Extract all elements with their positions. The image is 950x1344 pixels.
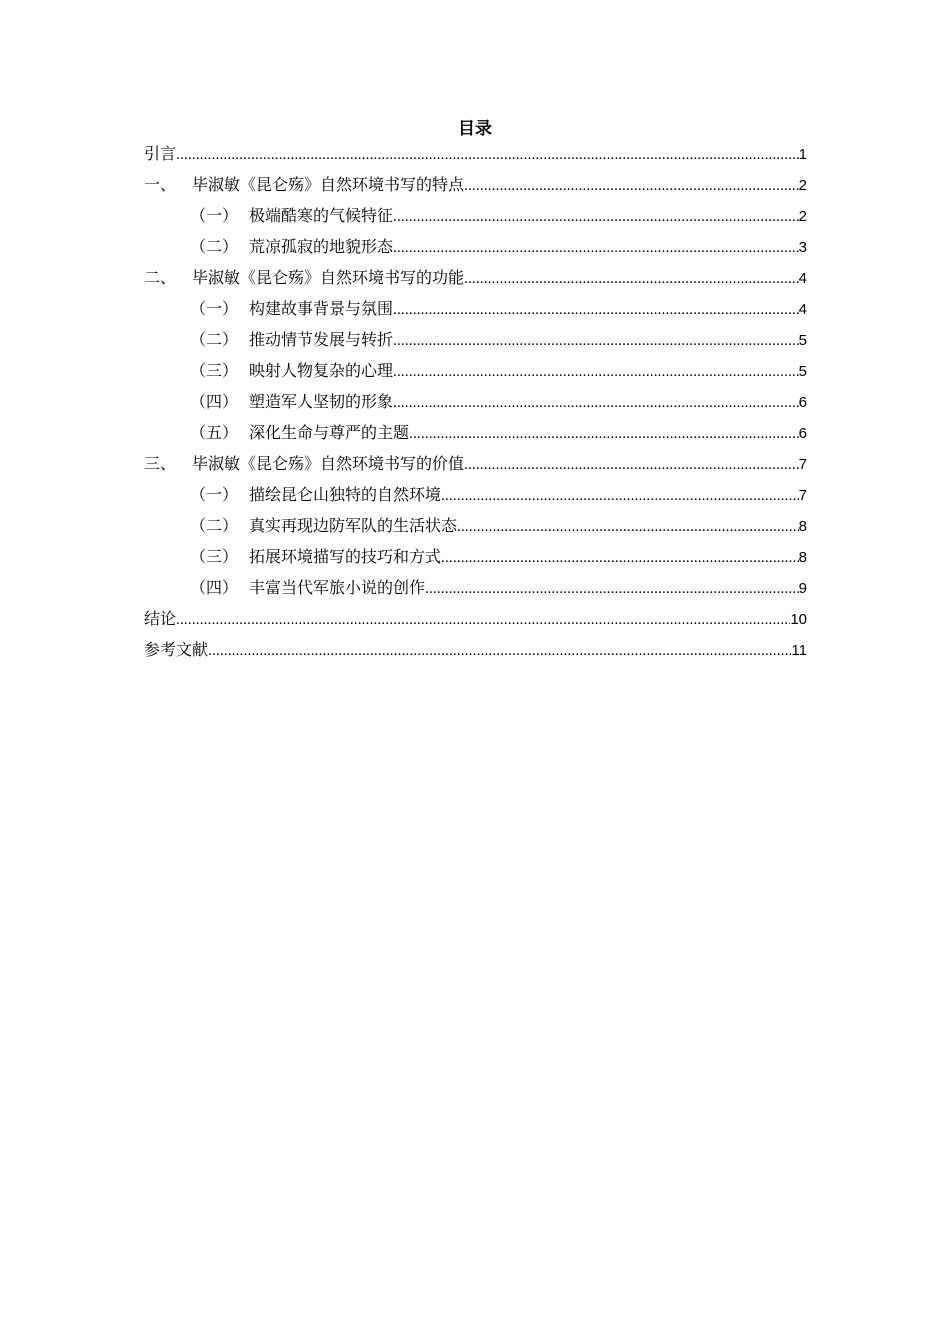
toc-entry-number: （二） [190,237,239,256]
toc-entry-label: 塑造军人坚韧的形象 [249,392,394,411]
dot-leader [393,296,799,324]
dot-leader [441,544,799,572]
dot-leader [393,358,799,386]
toc-entry-number: （三） [190,361,239,380]
toc-entry[interactable] [144,636,807,667]
dot-leader [425,575,799,603]
dot-leader [393,389,799,417]
dot-leader [176,141,799,169]
toc-entry[interactable] [144,512,807,543]
toc-entry-number: （四） [190,392,239,411]
toc-entry[interactable] [144,450,807,481]
dot-leader [464,451,799,479]
toc-entry-label: 映射人物复杂的心理 [249,361,394,380]
toc-entry[interactable] [144,171,807,202]
toc-page-number: 1 [798,146,807,163]
toc-page-number: 2 [798,177,807,194]
toc-entry[interactable] [144,233,807,264]
toc-entry-label: 参考文献 [144,640,209,659]
toc-entry-label: 描绘昆仑山独特的自然环境 [249,485,442,504]
toc-page-number: 8 [798,549,807,566]
toc-page-number: 7 [798,456,807,473]
toc-entry[interactable] [144,357,807,388]
toc-entry-number: （一） [190,485,239,504]
toc-entry[interactable] [144,326,807,357]
toc-page-number: 4 [798,270,807,287]
toc-page-number: 2 [798,208,807,225]
toc-entry-number: 一、 [144,175,177,194]
toc-entry-number: （一） [190,206,239,225]
toc-entry[interactable] [144,295,807,326]
dot-leader [457,513,799,541]
toc-page-number: 6 [798,425,807,442]
dot-leader [464,265,799,293]
toc-entry-label: 极端酷寒的气候特征 [249,206,394,225]
toc-entry-number: （一） [190,299,239,318]
toc-entry-label: 构建故事背景与氛围 [249,299,394,318]
toc-page-number: 5 [798,363,807,380]
toc-page-number: 6 [798,394,807,411]
toc-title: 目录 [458,119,492,139]
toc-entry-label: 丰富当代军旅小说的创作 [249,578,426,597]
toc-entry-label: 深化生命与尊严的主题 [249,423,410,442]
toc-page-number: 8 [798,518,807,535]
toc-entry-label: 真实再现边防军队的生活状态 [249,516,458,535]
toc-entry-number: 二、 [144,268,177,287]
dot-leader [393,234,799,262]
dot-leader [464,172,799,200]
toc-entry-label: 推动情节发展与转折 [249,330,394,349]
toc-page-number: 10 [790,611,807,628]
dot-leader [208,637,791,665]
toc-entry-number: （二） [190,330,239,349]
toc-entry-label: 毕淑敏《昆仑殇》自然环境书写的功能 [192,268,465,287]
table-of-contents [144,140,807,667]
toc-page-number: 7 [798,487,807,504]
dot-leader [409,420,799,448]
toc-entry-label: 结论 [144,609,177,628]
toc-entry-number: （五） [190,423,239,442]
toc-entry-number: 三、 [144,454,177,473]
toc-entry-label: 引言 [144,144,177,163]
dot-leader [441,482,799,510]
toc-page-number: 9 [798,580,807,597]
toc-entry[interactable] [144,574,807,605]
toc-entry-label: 荒凉孤寂的地貌形态 [249,237,394,256]
toc-entry[interactable] [144,264,807,295]
toc-entry-number: （二） [190,516,239,535]
toc-entry[interactable] [144,140,807,171]
toc-entry[interactable] [144,388,807,419]
dot-leader [393,203,799,231]
toc-entry-number: （四） [190,578,239,597]
toc-entry[interactable] [144,481,807,512]
toc-entry[interactable] [144,543,807,574]
toc-page-number: 5 [798,332,807,349]
toc-page-number: 11 [791,642,807,659]
toc-entry[interactable] [144,419,807,450]
toc-entry-label: 毕淑敏《昆仑殇》自然环境书写的特点 [192,175,465,194]
toc-entry[interactable] [144,202,807,233]
toc-entry-label: 毕淑敏《昆仑殇》自然环境书写的价值 [192,454,465,473]
toc-entry[interactable] [144,605,807,636]
toc-entry-number: （三） [190,547,239,566]
dot-leader [393,327,799,355]
toc-entry-label: 拓展环境描写的技巧和方式 [249,547,442,566]
toc-page-number: 3 [798,239,807,256]
dot-leader [176,606,790,634]
toc-page-number: 4 [798,301,807,318]
